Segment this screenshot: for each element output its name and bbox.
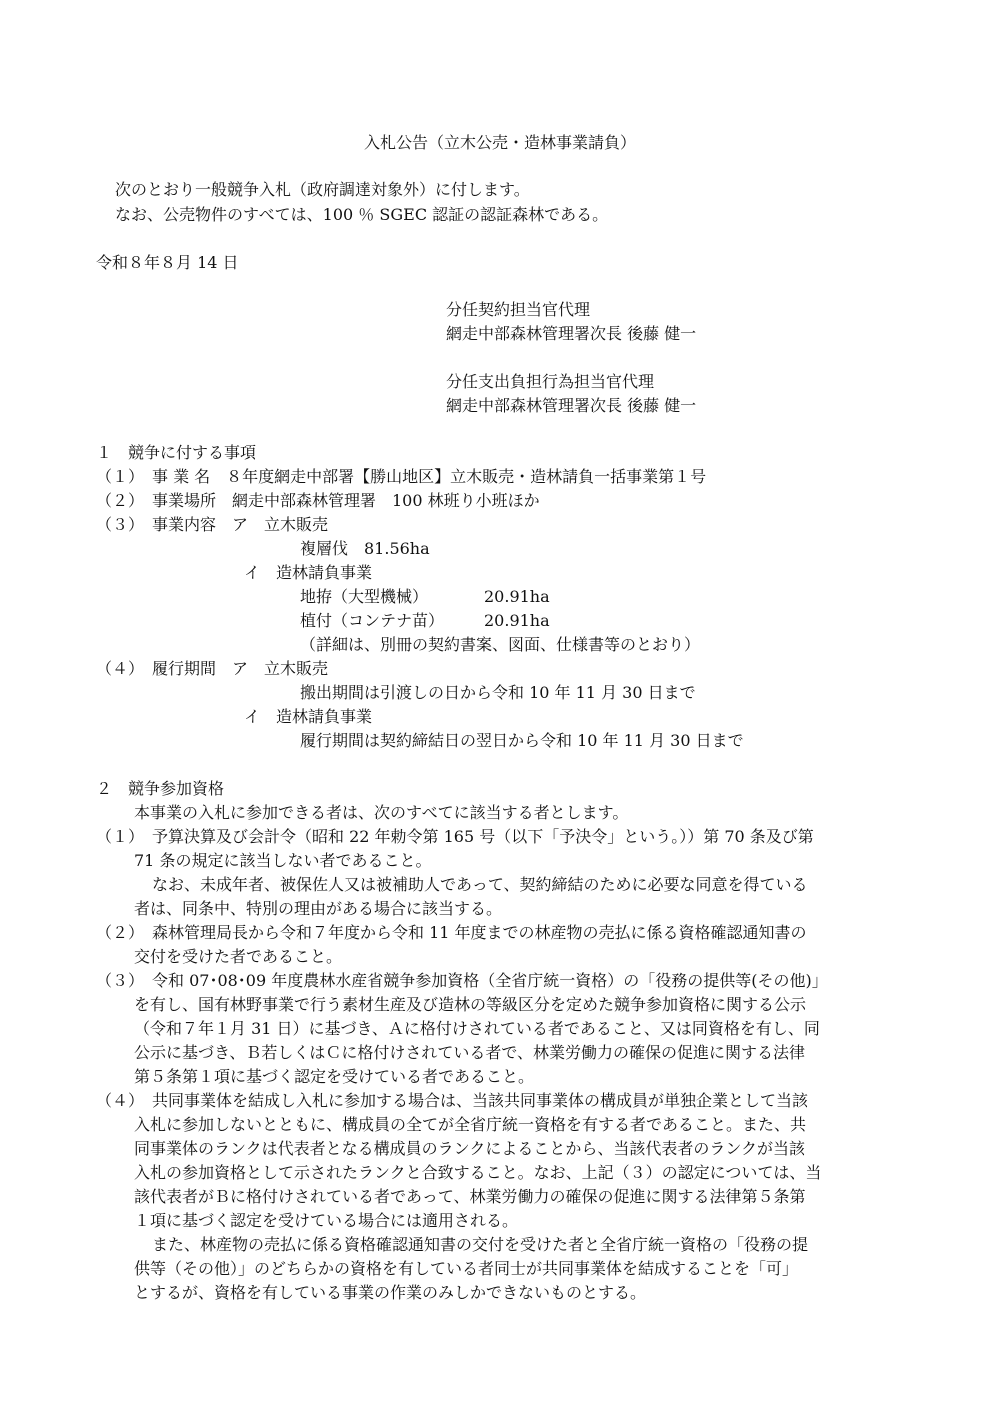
body-line: （２） 森林管理局長から令和７年度から令和 11 年度までの林産物の売払に係る資格確認通知書の xyxy=(96,923,807,942)
item-line: （２） 事業場所 網走中部森林管理署 100 林班り小班ほか xyxy=(96,491,540,510)
section-heading: ２ 競争参加資格 xyxy=(96,779,225,798)
signer-name: 網走中部森林管理署次長 後藤 健一 xyxy=(446,396,697,415)
item-line: 履行期間は契約締結日の翌日から令和 10 年 11 月 30 日まで xyxy=(300,731,744,750)
section-lead: 本事業の入札に参加できる者は、次のすべてに該当する者とします。 xyxy=(134,803,629,822)
body-line: 71 条の規定に該当しない者であること。 xyxy=(134,851,432,870)
intro-line: 次のとおり一般競争入札（政府調達対象外）に付します。 xyxy=(115,180,530,199)
item-value: 20.91ha xyxy=(484,587,550,606)
item-line: （３） 事業内容 ア 立木販売 xyxy=(96,515,329,534)
notice-date: 令和８年８月 14 日 xyxy=(96,253,239,272)
item-line: イ 造林請負事業 xyxy=(244,563,373,582)
body-line: を有し、国有林野事業で行う素材生産及び造林の等級区分を定めた競争参加資格に関する公示 xyxy=(134,995,807,1014)
body-line: 第５条第１項に基づく認定を受けている者であること。 xyxy=(134,1067,535,1086)
body-line: （令和７年１月 31 日）に基づき、Ａに格付けされている者であること、又は同資格を有し、同 xyxy=(134,1019,820,1038)
section-heading: １ 競争に付する事項 xyxy=(96,443,257,462)
body-line: 入札に参加しないとともに、構成員の全てが全省庁統一資格を有する者であること。また、共 xyxy=(134,1115,807,1134)
signer-name: 網走中部森林管理署次長 後藤 健一 xyxy=(446,324,697,343)
item-label: 地拵（大型機械） xyxy=(300,587,429,606)
signer-role: 分任契約担当官代理 xyxy=(446,300,591,319)
item-value: 20.91ha xyxy=(484,611,550,630)
signer-role: 分任支出負担行為担当官代理 xyxy=(446,372,655,391)
body-line: （１） 予算決算及び会計令（昭和 22 年勅令第 165 号（以下「予決令」という。））第 70 条及び第 xyxy=(96,827,814,846)
body-line: 該代表者がＢに格付けされている者であって、林業労働力の確保の促進に関する法律第５条第 xyxy=(134,1187,806,1206)
item-line: 複層伐 81.56ha xyxy=(300,539,430,558)
body-line: 者は、同条中、特別の理由がある場合に該当する。 xyxy=(134,899,503,918)
page-title: 入札公告（立木公売・造林事業請負） xyxy=(363,133,636,152)
body-line: とするが、資格を有している事業の作業のみしかできないものとする。 xyxy=(134,1283,647,1302)
body-line: 交付を受けた者であること。 xyxy=(134,947,343,966)
item-line: （１） 事 業 名 ８年度網走中部署【勝山地区】立木販売・造林請負一括事業第１号 xyxy=(96,467,707,486)
body-line: １項に基づく認定を受けている場合には適用される。 xyxy=(134,1211,519,1230)
intro-line: なお、公売物件のすべては、100 ％ SGEC 認証の認証森林である。 xyxy=(115,205,609,224)
item-line: イ 造林請負事業 xyxy=(244,707,373,726)
item-line: （詳細は、別冊の契約書案、図面、仕様書等のとおり） xyxy=(300,635,701,654)
body-line: 同事業体のランクは代表者となる構成員のランクによることから、当該代表者のランクが当該 xyxy=(134,1139,806,1158)
body-line: 公示に基づき、Ｂ若しくはＣに格付けされている者で、林業労働力の確保の促進に関する法律 xyxy=(134,1043,806,1062)
body-line: なお、未成年者、被保佐人又は被補助人であって、契約締結のために必要な同意を得ている xyxy=(152,875,808,894)
body-line: また、林産物の売払に係る資格確認通知書の交付を受けた者と全省庁統一資格の「役務の提 xyxy=(152,1235,809,1254)
body-line: 入札の参加資格として示されたランクと合致すること。なお、上記（３）の認定については、当 xyxy=(134,1163,822,1182)
body-line: （３） 令和 07･08･09 年度農林水産省競争参加資格（全省庁統一資格）の「役務の提供等(その他)」 xyxy=(96,971,828,990)
body-line: （４） 共同事業体を結成し入札に参加する場合は、当該共同事業体の構成員が単独企業として当該 xyxy=(96,1091,809,1110)
item-line: 搬出期間は引渡しの日から令和 10 年 11 月 30 日まで xyxy=(300,683,696,702)
item-line: （４） 履行期間 ア 立木販売 xyxy=(96,659,329,678)
body-line: 供等（その他）」のどちらかの資格を有している者同士が共同事業体を結成することを「可」 xyxy=(134,1259,799,1278)
item-label: 植付（コンテナ苗） xyxy=(300,611,445,630)
